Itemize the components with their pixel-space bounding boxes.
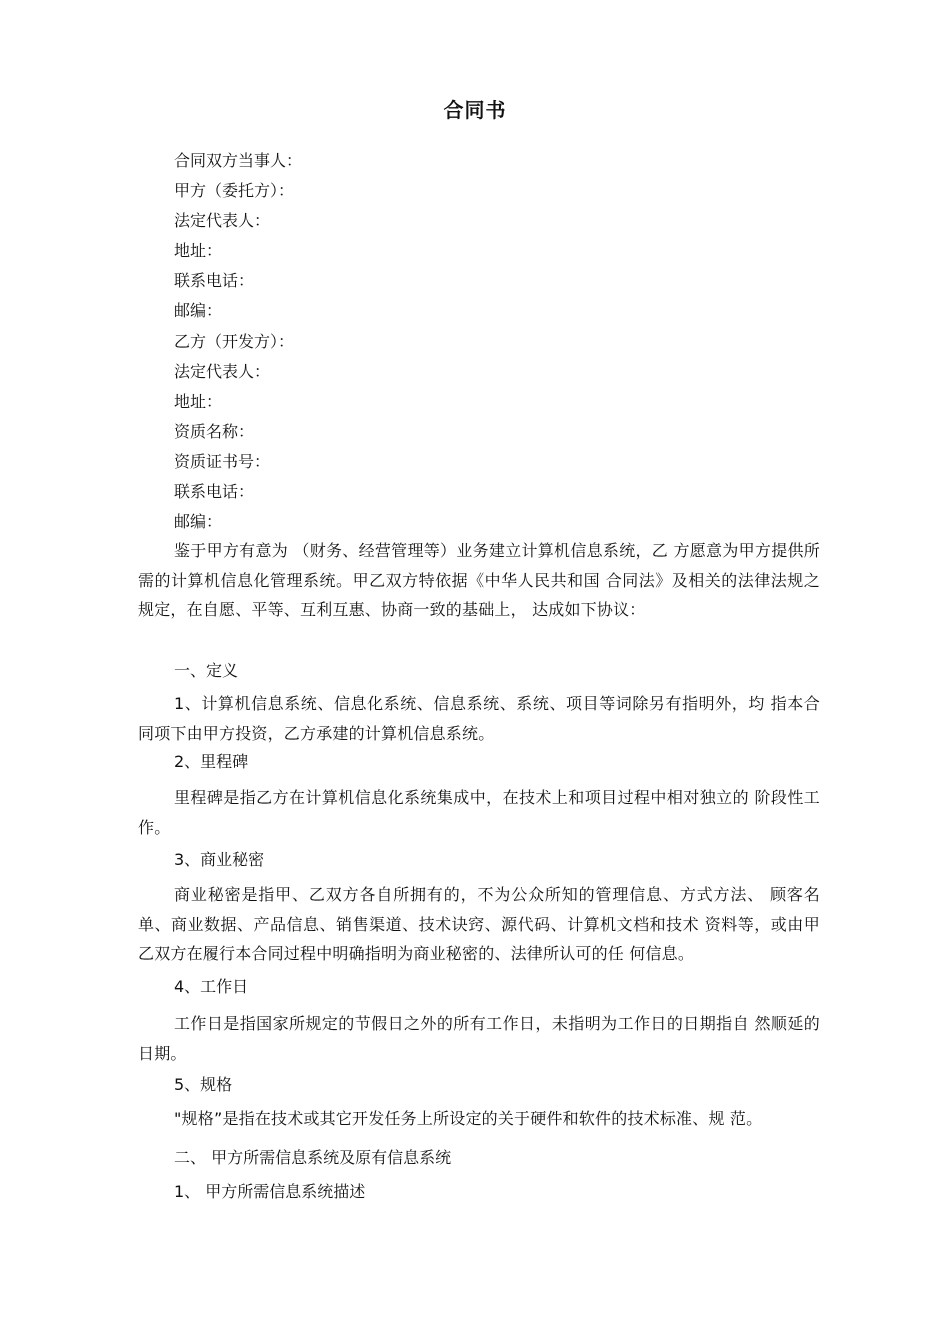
section-2-heading: 二、 甲方所需信息系统及原有信息系统 [174,1148,452,1167]
party-line: 联系电话： [174,271,255,291]
preamble-paragraph: 鉴于甲方有意为 （财务、经营管理等）业务建立计算机信息系统，乙 方愿意为甲方提供所需的计算机信息化管理系统。甲乙双方特依据《中华人民共和国 合同法》及相关的法律法规之规定，在自愿、平等、互利互惠、协商一致的基础上， 达成如下协议： [138,541,820,619]
party-line: 资质证书号： [174,451,271,471]
definition-3-heading: 3、商业秘密 [174,850,265,869]
document-title: 合同书 [443,98,507,122]
party-line: 乙方（开发方）： [174,331,295,351]
party-info-list [174,146,814,537]
party-line: 甲方（委托方）： [174,181,295,201]
definition-3-paragraph: 商业秘密是指甲、乙双方各自所拥有的，不为公众所知的管理信息、方式方法、 顾客名单、商业数据、产品信息、销售渠道、技术诀窍、源代码、计算机文档和技术 资料等，或由甲乙双方在履行本合同过程中明确指明为商业秘密的、法律所认可的任 何信息。 [138,885,820,963]
section-2-item-1-heading: 1、 甲方所需信息系统描述 [174,1182,366,1201]
party-line: 法定代表人： [174,361,271,381]
party-line: 法定代表人： [174,211,271,231]
definition-5-heading: 5、规格 [174,1075,233,1094]
definition-1-paragraph: 1、计算机信息系统、信息化系统、信息系统、系统、项目等词除另有指明外，均 指本合同项下由甲方投资，乙方承建的计算机信息系统。 [138,694,820,743]
party-line: 邮编： [174,512,223,532]
party-line: 联系电话： [174,482,255,502]
party-line: 地址： [174,391,223,411]
definition-4-heading: 4、工作日 [174,977,249,996]
party-line: 合同双方当事人： [174,151,303,170]
definition-2-paragraph: 里程碑是指乙方在计算机信息化系统集成中，在技术上和项目过程中相对独立的 阶段性工作。 [138,788,820,837]
party-line: 资质名称： [174,421,255,441]
definition-2-heading: 2、里程碑 [174,752,249,771]
definition-5-paragraph: "规格”是指在技术或其它开发任务上所设定的关于硬件和软件的技术标准、规 范。 [174,1109,763,1128]
definition-4-paragraph: 工作日是指国家所规定的节假日之外的所有工作日，未指明为工作日的日期指自 然顺延的日期。 [138,1014,820,1063]
party-line: 邮编： [174,301,223,321]
section-1-heading: 一、定义 [174,661,239,680]
party-line: 地址： [174,241,223,261]
